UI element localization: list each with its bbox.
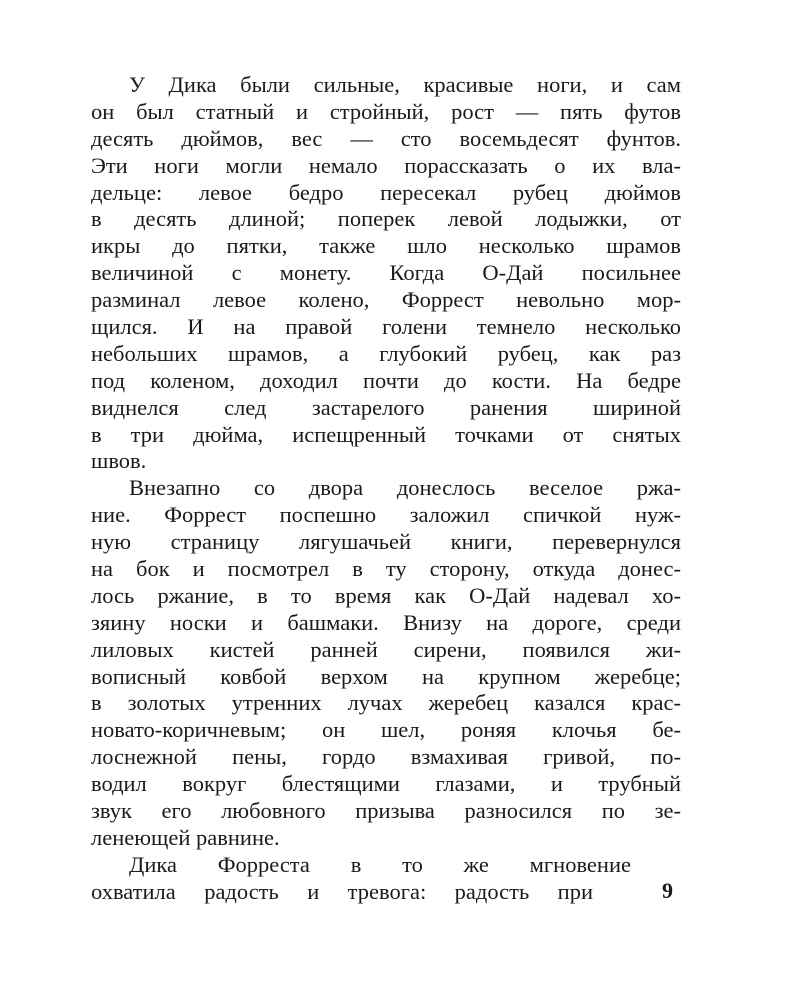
text-line: зяину носки и башмаки. Внизу на дороге, среди <box>91 609 681 635</box>
text-line: в золотых утренних лучах жеребец казался крас- <box>91 690 681 716</box>
text-line: Внезапно со двора донеслось веселое ржа- <box>129 475 681 501</box>
text-line: под коленом, доходил почти до кости. На бедре <box>91 367 681 393</box>
text-line: ную страницу лягушачьей книги, перевернулся <box>91 529 681 555</box>
text-line: в три дюйма, испещренный точками от снятых <box>91 421 681 447</box>
text-line: швов. <box>91 448 147 474</box>
text-line: величиной с монету. Когда О-Дай посильнее <box>91 260 681 286</box>
page-number: 9 <box>662 878 673 903</box>
text-line: щился. И на правой голени темнело несколько <box>91 314 681 340</box>
text-line: небольших шрамов, а глубокий рубец, как раз <box>91 340 681 366</box>
text-line: разминал левое колено, Форрест невольно мор- <box>91 287 681 313</box>
text-line: лось ржание, в то время как О-Дай надевал хо- <box>91 582 681 608</box>
text-line: ленеющей равнине. <box>91 824 280 850</box>
text-line: в десять длиной; поперек левой лодыжки, от <box>91 206 681 232</box>
text-line: десять дюймов, вес — сто восемьдесят фунтов. <box>91 125 681 151</box>
text-line: звук его любовного призыва разносился по зе- <box>91 798 681 824</box>
text-line: Эти ноги могли немало порассказать о их вла- <box>91 152 681 178</box>
text-line: на бок и посмотрел в ту сторону, откуда донес- <box>91 556 681 582</box>
text-line: вописный ковбой верхом на крупном жеребце; <box>91 663 681 689</box>
text-line: икры до пятки, также шло несколько шрамов <box>91 233 681 259</box>
text-line: он был статный и стройный, рост — пять футов <box>91 98 681 124</box>
text-line: виднелся след застарелого ранения шириной <box>91 394 681 420</box>
text-line: водил вокруг блестящими глазами, и трубный <box>91 771 681 797</box>
text-line: лоснежной пены, гордо взмахивая гривой, по- <box>91 744 681 770</box>
body-text <box>91 72 681 906</box>
text-line: Дика Форреста в то же мгновение <box>129 851 631 877</box>
text-line: лиловых кистей ранней сирени, появился жи- <box>91 636 681 662</box>
text-line: У Дика были сильные, красивые ноги, и сам <box>129 72 681 97</box>
text-line: новато-коричневым; он шел, роняя клочья бе- <box>91 717 681 743</box>
text-line: ние. Форрест поспешно заложил спичкой нуж- <box>91 502 681 528</box>
text-line: дельце: левое бедро пересекал рубец дюймов <box>91 179 681 205</box>
text-line: охватила радость и тревога: радость при <box>91 878 593 904</box>
